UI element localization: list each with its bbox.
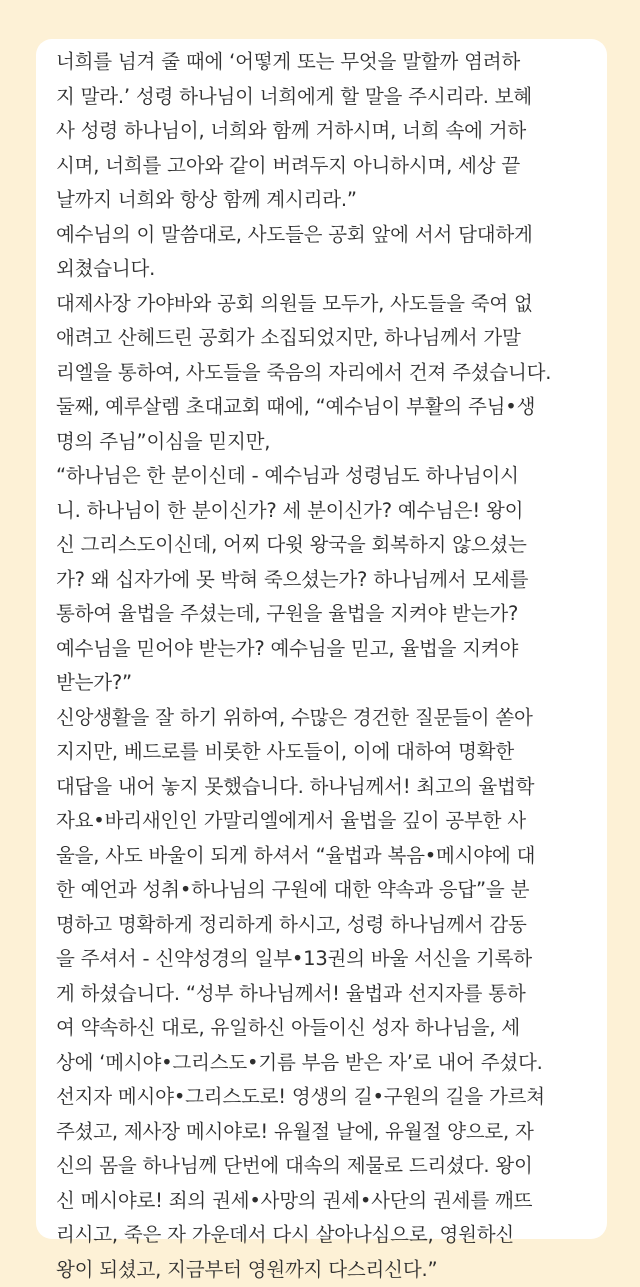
text-line: 받는가?” (56, 666, 593, 701)
text-line: 울을, 사도 바울이 되게 하셔서 “율법과 복음•메시야에 대 (56, 839, 593, 874)
text-line: 예수님을 믿어야 받는가? 예수님을 믿고, 율법을 지켜야 (56, 632, 593, 667)
text-line: 지지만, 베드로를 비롯한 사도들이, 이에 대하여 명확한 (56, 735, 593, 770)
text-line: 애려고 산헤드린 공회가 소집되었지만, 하나님께서 가말 (56, 321, 593, 356)
text-line: 둘째, 예루살렘 초대교회 때에, “예수님이 부활의 주님•생 (56, 390, 593, 425)
text-line: 신 그리스도이신데, 어찌 다윗 왕국을 회복하지 않으셨는 (56, 528, 593, 563)
text-line: 너희를 넘겨 줄 때에 ‘어떻게 또는 무엇을 말할까 염려하 (56, 45, 593, 80)
text-line: 가? 왜 십자가에 못 박혀 죽으셨는가? 하나님께서 모세를 (56, 563, 593, 598)
text-line: 자요•바리새인인 가말리엘에게서 율법을 깊이 공부한 사 (56, 804, 593, 839)
text-line: 사 성령 하나님이, 너희와 함께 거하시며, 너희 속에 거하 (56, 114, 593, 149)
text-line: 대제사장 가야바와 공회 의원들 모두가, 사도들을 죽여 없 (56, 287, 593, 322)
text-line: 예수님의 이 말씀대로, 사도들은 공회 앞에 서서 담대하게 (56, 218, 593, 253)
text-line: 을 주셔서 - 신약성경의 일부•13권의 바울 서신을 기록하 (56, 942, 593, 977)
text-line: 리시고, 죽은 자 가운데서 다시 살아나심으로, 영원하신 (56, 1218, 593, 1253)
text-line: 신 메시야로! 죄의 권세•사망의 권세•사단의 권세를 깨뜨 (56, 1184, 593, 1219)
text-line: 왕이 되셨고, 지금부터 영원까지 다스리신다.” (56, 1253, 593, 1287)
text-line: 리엘을 통하여, 사도들을 죽음의 자리에서 건져 주셨습니다. (56, 356, 593, 391)
text-line: 통하여 율법을 주셨는데, 구원을 율법을 지켜야 받는가? (56, 597, 593, 632)
text-line: 여 약속하신 대로, 유일하신 아들이신 성자 하나님을, 세 (56, 1011, 593, 1046)
text-line: 명의 주님”이심을 믿지만, (56, 425, 593, 460)
text-line: 게 하셨습니다. “성부 하나님께서! 율법과 선지자를 통하 (56, 977, 593, 1012)
text-line: 날까지 너희와 항상 함께 계시리라.” (56, 183, 593, 218)
text-line: 니. 하나님이 한 분이신가? 세 분이신가? 예수님은! 왕이 (56, 494, 593, 529)
text-line: 명하고 명확하게 정리하게 하시고, 성령 하나님께서 감동 (56, 908, 593, 943)
text-line: 신의 몸을 하나님께 단번에 대속의 제물로 드리셨다. 왕이 (56, 1149, 593, 1184)
text-line: 외쳤습니다. (56, 252, 593, 287)
text-body (56, 45, 593, 1287)
text-line: 지 말라.’ 성령 하나님이 너희에게 할 말을 주시리라. 보혜 (56, 80, 593, 115)
text-line: 선지자 메시야•그리스도로! 영생의 길•구원의 길을 가르쳐 (56, 1080, 593, 1115)
text-card (36, 39, 607, 1239)
text-line: 주셨고, 제사장 메시야로! 유월절 날에, 유월절 양으로, 자 (56, 1115, 593, 1150)
text-line: 신앙생활을 잘 하기 위하여, 수많은 경건한 질문들이 쏟아 (56, 701, 593, 736)
text-line: 대답을 내어 놓지 못했습니다. 하나님께서! 최고의 율법학 (56, 770, 593, 805)
text-line: 시며, 너희를 고아와 같이 버려두지 아니하시며, 세상 끝 (56, 149, 593, 184)
text-line: “하나님은 한 분이신데 - 예수님과 성령님도 하나님이시 (56, 459, 593, 494)
text-line: 한 예언과 성취•하나님의 구원에 대한 약속과 응답”을 분 (56, 873, 593, 908)
text-line: 상에 ‘메시야•그리스도•기름 부음 받은 자’로 내어 주셨다. (56, 1046, 593, 1081)
